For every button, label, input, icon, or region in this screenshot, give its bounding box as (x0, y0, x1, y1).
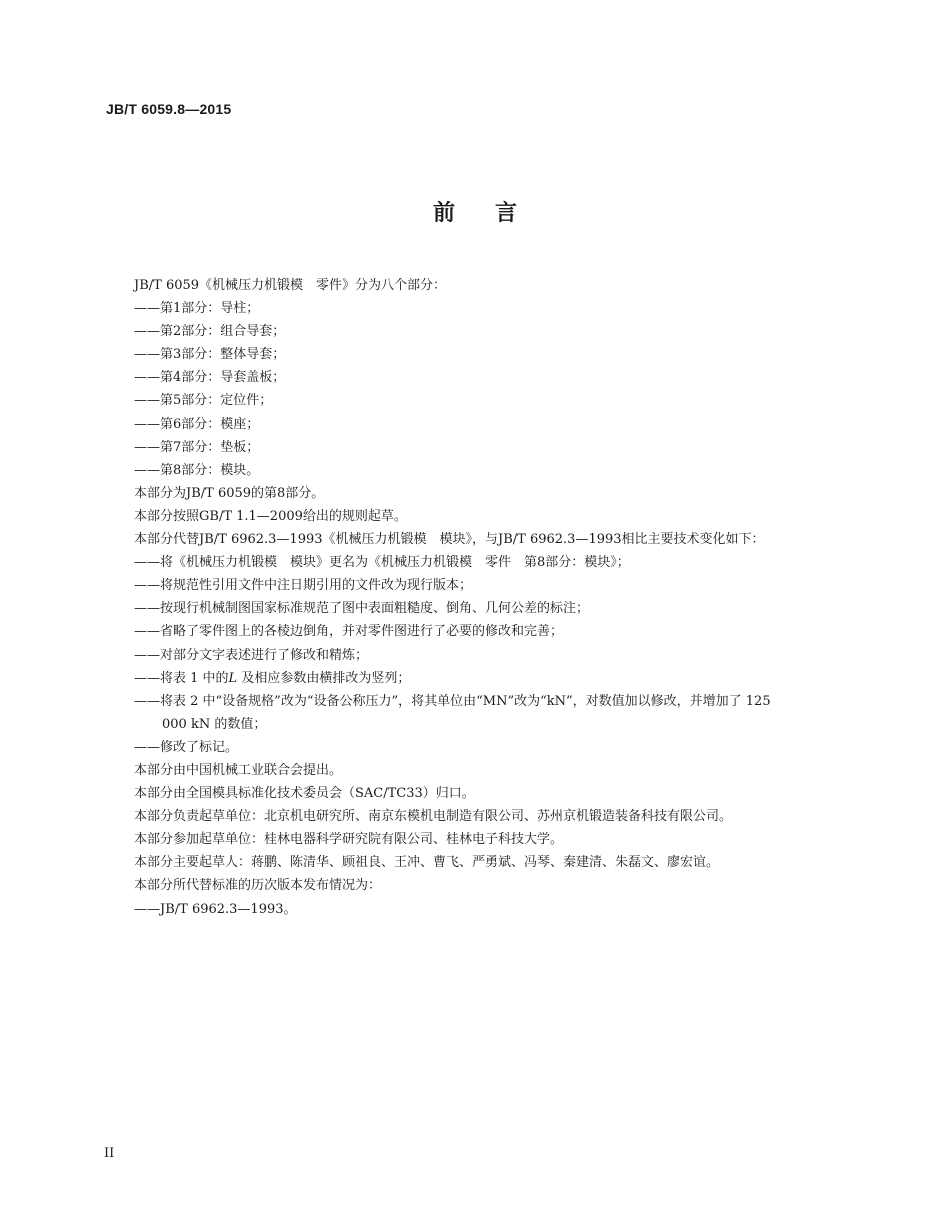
change-item: ——省略了零件图上的各棱边倒角，并对零件图进行了必要的修改和完善； (134, 624, 564, 640)
standard-code: JB/T 6059.8—2015 (106, 101, 232, 117)
change-item: ——修改了标记。 (134, 739, 239, 755)
part-list-item: ——第1部分：导柱； (134, 301, 260, 317)
change-item: ——按现行机械制图国家标准规范了图中表面粗糙度、倒角、几何公差的标注； (134, 601, 590, 617)
page-title: 前言 (432, 201, 557, 226)
change-item-text: ——将表 1 中的 (134, 670, 229, 686)
foreword-body (106, 274, 790, 921)
part-list-item: ——第7部分：垫板； (134, 439, 260, 455)
page-number: II (104, 1146, 115, 1161)
part-list-item: ——第6部分：模座； (134, 416, 260, 432)
participating-units: 本部分参加起草单位：桂林电器科学研究院有限公司、桂林电子科技大学。 (134, 832, 564, 848)
part-list-item: ——第5部分：定位件； (134, 393, 273, 409)
part-list-item: ——第4部分：导套盖板； (134, 370, 286, 386)
change-item: ——将规范性引用文件中注日期引用的文件改为现行版本； (134, 578, 473, 594)
history-intro: 本部分所代替标准的历次版本发布情况为： (134, 878, 382, 894)
part-list-item: ——第8部分：模块。 (134, 462, 260, 478)
part-list-item: ——第2部分：组合导套； (134, 324, 286, 340)
change-item: ——将《机械压力机锻模 模块》更名为《机械压力机锻模 零件 第8部分：模块》； (134, 555, 630, 571)
committee-statement: 本部分由全国模具标准化技术委员会（SAC/TC33）归口。 (134, 786, 475, 802)
drafting-rule: 本部分按照GB/T 1.1—2009给出的规则起草。 (134, 508, 407, 524)
change-item-text: 及相应参数由横排改为竖列； (237, 670, 411, 686)
part-statement: 本部分为JB/T 6059的第8部分。 (134, 485, 325, 501)
history-item: ——JB/T 6962.3—1993。 (134, 901, 297, 917)
variable-l: L (228, 670, 238, 686)
responsible-units: 本部分负责起草单位：北京机电研究所、南京东模机电制造有限公司、苏州京机锻造装备科技有限公司。 (134, 809, 733, 825)
main-drafters: 本部分主要起草人：蒋鹏、陈清华、顾祖良、王冲、曹飞、严勇斌、冯琴、秦建清、朱磊文、廖宏谊。 (134, 855, 720, 871)
change-item: ——对部分文字表述进行了修改和精炼； (134, 647, 369, 663)
change-item: ——将表 2 中“设备规格”改为“设备公称压力”，将其单位由“MN”改为“kN”，对数值加以修改，并增加了 125 000 kN 的数值； (134, 693, 771, 732)
part-list-item: ——第3部分：整体导套； (134, 347, 286, 363)
change-item (106, 667, 790, 690)
intro-paragraph: JB/T 6059《机械压力机锻模 零件》分为八个部分： (134, 278, 447, 293)
replacement-statement: 本部分代替JB/T 6962.3—1993《机械压力机锻模 模块》，与JB/T 6962.3—1993相比主要技术变化如下： (134, 532, 765, 548)
proposer-statement: 本部分由中国机械工业联合会提出。 (134, 762, 343, 778)
